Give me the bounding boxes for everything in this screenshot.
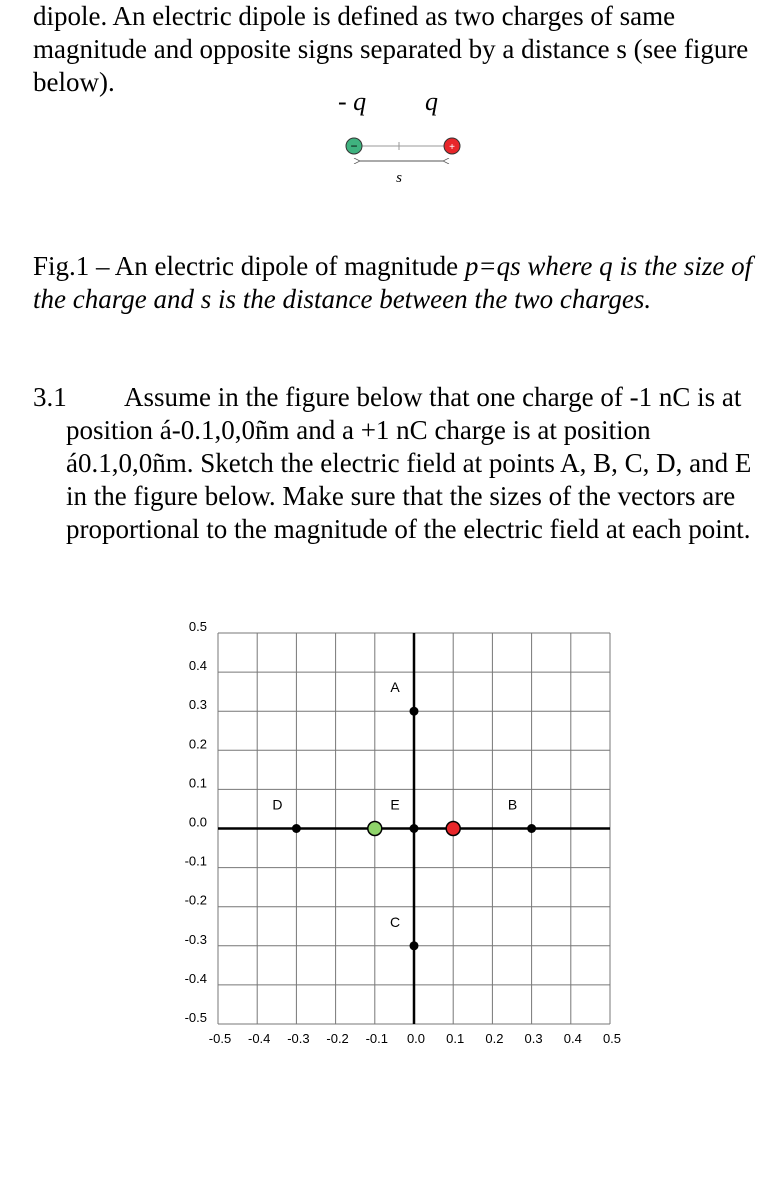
y-tick-label: -0.2 (184, 892, 207, 908)
x-tick-label: -0.3 (287, 1031, 310, 1046)
point-c-label: C (389, 913, 401, 930)
x-tick-label: -0.2 (326, 1031, 349, 1046)
x-tick-label: -0.1 (365, 1031, 389, 1046)
y-tick-label: -0.5 (184, 1010, 207, 1025)
question-number: 3.1 (33, 382, 67, 412)
point-e-label: E (390, 796, 400, 813)
tick-labels (185, 619, 621, 1046)
x-tick-label: 0.4 (563, 1031, 582, 1046)
y-tick-label: 0.5 (188, 619, 207, 634)
x-tick-label: 0.5 (602, 1031, 622, 1046)
x-tick-label: 0.3 (524, 1031, 543, 1046)
caption-prefix: Fig.1 – An electric dipole of magnitude (33, 251, 465, 281)
y-tick-label: 0.0 (188, 814, 207, 830)
x-tick-label: 0.0 (406, 1031, 426, 1046)
y-tick-label: 0.2 (188, 736, 207, 752)
separation-label: s (396, 170, 402, 186)
y-tick-label: -0.1 (184, 853, 207, 869)
intro-paragraph: dipole. An electric dipole is defined as two charges of same magnitude and opposite signs separated by a distance s (see figure below). (33, 1, 749, 97)
negative-charge-marker (368, 822, 382, 836)
y-tick-label: 0.4 (188, 658, 207, 674)
y-tick-label: 0.3 (188, 697, 207, 713)
pos-charge-label: q (425, 87, 438, 116)
point-a-dot (410, 707, 419, 716)
y-tick-label: -0.3 (184, 931, 207, 947)
point-d-label: D (272, 796, 283, 813)
caption-italic: p=qs where q is the size of the charge and s is the distance between the two charges. (33, 251, 753, 314)
point-b-label: B (507, 796, 518, 813)
x-tick-label: -0.4 (247, 1031, 271, 1046)
point-d-dot (292, 824, 301, 833)
chart-marks (272, 679, 536, 950)
x-tick-label: -0.5 (208, 1031, 232, 1046)
point-a-label: A (390, 679, 400, 696)
y-tick-label: 0.1 (188, 775, 207, 791)
question-body: Assume in the figure below that one charge of -1 nC is at position á-0.1,0,0ñm and a +1 nC charge is at position á0.1,0,0ñm. Sketch the electric field at points A, B, C, D, and E in the figure below. Make sure that the sizes of the vectors are proportional to the magnitude of the electric field at each point. (66, 382, 752, 544)
pos-charge-sign: + (449, 142, 455, 153)
y-tick-label: -0.4 (184, 970, 207, 986)
x-tick-label: 0.1 (446, 1031, 465, 1046)
positive-charge-marker (446, 822, 460, 836)
neg-charge-label: - q (338, 87, 367, 116)
neg-charge-sign: − (350, 139, 358, 153)
point-e-dot (410, 824, 419, 833)
point-c-dot (410, 941, 419, 950)
point-b-dot (527, 824, 536, 833)
x-tick-label: 0.2 (485, 1031, 504, 1046)
